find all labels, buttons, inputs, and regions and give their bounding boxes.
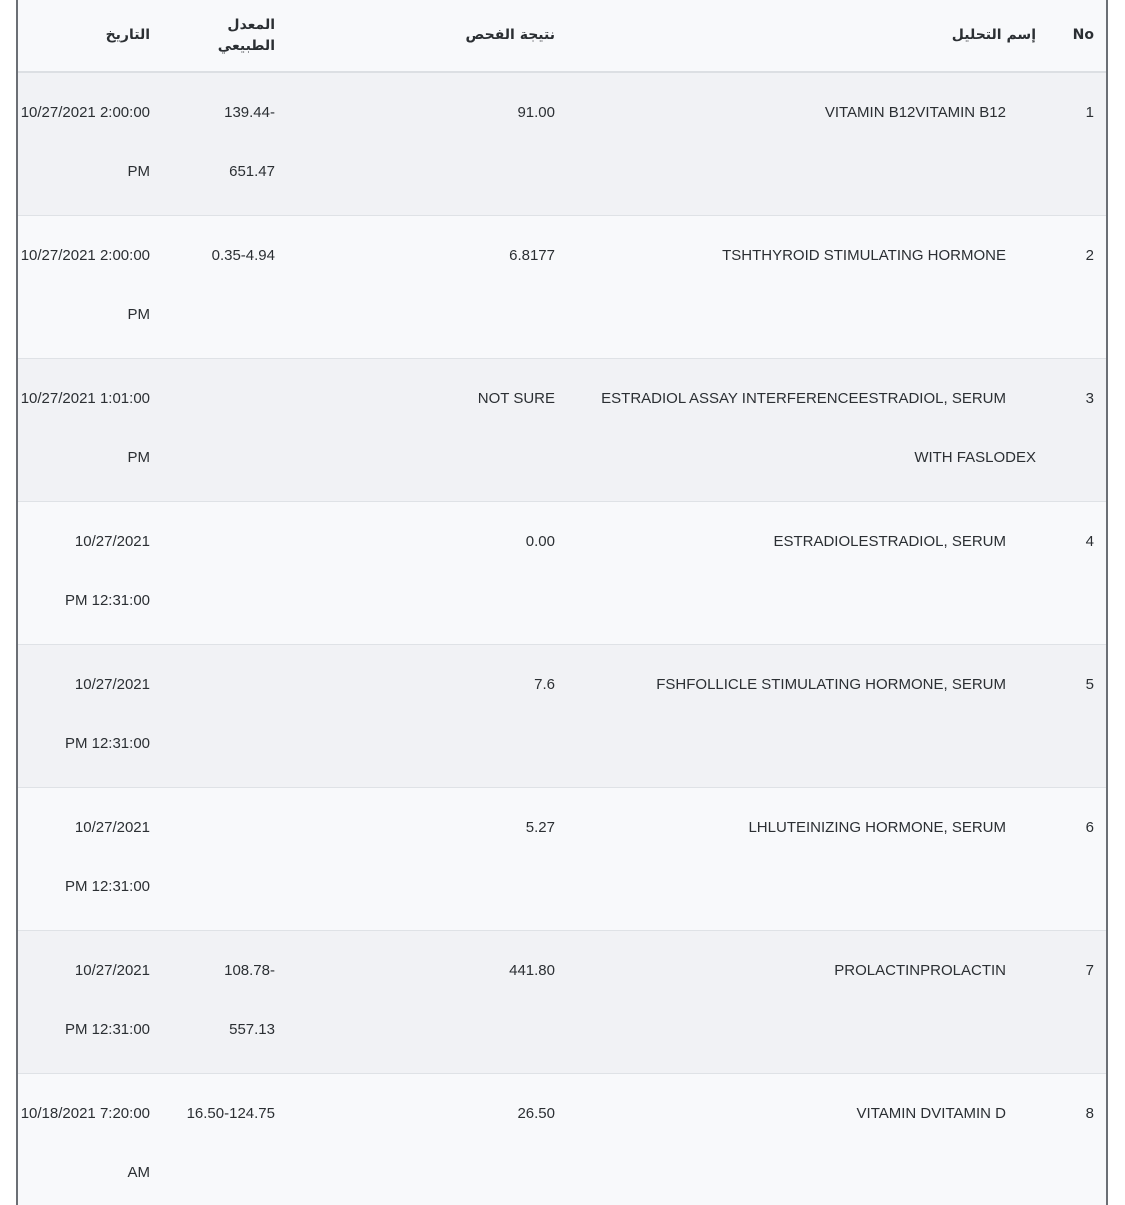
row-number: 4 (1048, 501, 1106, 644)
test-result: 26.50 (275, 1073, 567, 1205)
normal-range-cell (162, 358, 275, 501)
test-date-line-2: 12:31:00 PM (64, 1020, 150, 1038)
test-name-line (567, 941, 1036, 1000)
test-result: 0.00 (275, 501, 567, 644)
normal-range-line-2: 557.13 (229, 1020, 275, 1038)
normal-range-cell (162, 930, 275, 1073)
test-full-name: FOLLICLE STIMULATING HORMONE, SERUM (686, 675, 1006, 693)
row-number: 5 (1048, 644, 1106, 787)
test-code: ESTRADIOL ASSAY INTERFERENCE (601, 389, 859, 407)
test-result: 5.27 (275, 787, 567, 930)
table-row[interactable] (18, 215, 1106, 358)
test-result: 441.80 (275, 930, 567, 1073)
test-date-line-2: PM (127, 305, 150, 323)
test-name-line (567, 226, 1036, 285)
test-date-line-1: 7:20:00 10/18/2021 (20, 1104, 150, 1122)
test-date-line-2: 12:31:00 PM (64, 734, 150, 752)
test-date-cell (18, 501, 162, 644)
table-row[interactable] (18, 358, 1106, 501)
normal-range-line-1: 16.50-124.75 (186, 1104, 275, 1122)
normal-range-cell (162, 215, 275, 358)
normal-range-line-1: -108.78 (224, 961, 275, 979)
table-row[interactable] (18, 787, 1106, 930)
test-name-cell (567, 358, 1048, 501)
test-code: TSH (722, 246, 753, 264)
row-number: 7 (1048, 930, 1106, 1073)
test-name-line (567, 512, 1036, 571)
lab-results-table (18, 0, 1106, 1205)
normal-range-cell (162, 72, 275, 215)
test-name-cell (567, 787, 1048, 930)
test-date-cell (18, 358, 162, 501)
test-name-cell (567, 644, 1048, 787)
test-full-name: PROLACTIN (920, 961, 1006, 979)
test-date-line-1: 10/27/2021 (74, 532, 150, 550)
row-number: 3 (1048, 358, 1106, 501)
column-header-test-name[interactable]: إسم التحليل (567, 0, 1048, 72)
test-date-line-2: 12:31:00 PM (64, 877, 150, 895)
test-date-line-2: AM (127, 1163, 150, 1181)
test-date-line-1: 10/27/2021 (74, 961, 150, 979)
test-date-cell (18, 72, 162, 215)
test-name-continuation: WITH FASLODEX (914, 448, 1036, 466)
test-name-cell (567, 72, 1048, 215)
test-result: 91.00 (275, 72, 567, 215)
test-date-line-1: 2:00:00 10/27/2021 (20, 104, 150, 121)
row-number: 8 (1048, 1073, 1106, 1205)
test-name-line (567, 655, 1036, 714)
normal-range-cell (162, 501, 275, 644)
lab-results-panel (16, 0, 1108, 1205)
row-number: 1 (1048, 72, 1106, 215)
test-result: 6.8177 (275, 215, 567, 358)
test-code: PROLACTIN (834, 961, 921, 979)
test-result: NOT SURE (275, 358, 567, 501)
test-name-line (567, 798, 1036, 857)
column-header-normal-range-label: المعدل الطبيعي (217, 16, 275, 54)
test-date-cell (18, 1073, 162, 1205)
test-date-cell (18, 644, 162, 787)
test-full-name: ESTRADIOL, SERUM (858, 389, 1006, 407)
test-date-line-1: 2:00:00 10/27/2021 (20, 246, 150, 264)
test-code: LH (748, 818, 768, 836)
normal-range-cell (162, 1073, 275, 1205)
test-date-line-1: 1:01:00 10/27/2021 (20, 389, 150, 407)
normal-range-line-1: 0.35-4.94 (211, 246, 275, 264)
test-full-name: VITAMIN D (931, 1104, 1006, 1122)
table-row[interactable] (18, 644, 1106, 787)
test-date-line-2: PM (127, 163, 150, 180)
test-date-cell (18, 215, 162, 358)
column-header-no[interactable]: No (1048, 0, 1106, 72)
test-full-name: THYROID STIMULATING HORMONE (752, 246, 1006, 264)
test-code: ESTRADIOL (773, 532, 859, 550)
test-full-name: VITAMIN B12 (915, 104, 1006, 121)
row-number: 6 (1048, 787, 1106, 930)
test-full-name: LUTEINIZING HORMONE, SERUM (767, 818, 1006, 836)
test-date-cell (18, 930, 162, 1073)
test-date-line-2: PM (127, 448, 150, 466)
test-code: VITAMIN B12 (824, 104, 916, 121)
table-row[interactable] (18, 1073, 1106, 1205)
column-header-date[interactable]: التاريخ (18, 0, 162, 72)
test-date-line-2: 12:31:00 PM (64, 591, 150, 609)
test-date-cell (18, 787, 162, 930)
row-number: 2 (1048, 215, 1106, 358)
column-header-result[interactable]: نتيجة الفحص (275, 0, 567, 72)
test-name-line (567, 369, 1036, 428)
table-row[interactable] (18, 930, 1106, 1073)
test-name-cell (567, 501, 1048, 644)
test-date-line-1: 10/27/2021 (74, 675, 150, 693)
test-full-name: ESTRADIOL, SERUM (858, 532, 1006, 550)
table-body (18, 72, 1106, 1205)
table-row[interactable] (18, 501, 1106, 644)
normal-range-cell (162, 787, 275, 930)
test-result: 7.6 (275, 644, 567, 787)
test-name-cell (567, 215, 1048, 358)
test-name-cell (567, 1073, 1048, 1205)
test-code: FSH (656, 675, 687, 693)
normal-range-cell (162, 644, 275, 787)
test-date-line-1: 10/27/2021 (74, 818, 150, 836)
normal-range-line-1: -139.44 (224, 104, 275, 121)
test-name-line (567, 83, 1036, 142)
test-name-line (567, 1084, 1036, 1143)
normal-range-line-2: 651.47 (229, 163, 275, 180)
column-header-normal-range[interactable] (162, 0, 275, 72)
table-header (18, 0, 1106, 72)
table-row[interactable] (18, 72, 1106, 215)
test-name-cell (567, 930, 1048, 1073)
test-code: VITAMIN D (856, 1104, 932, 1122)
